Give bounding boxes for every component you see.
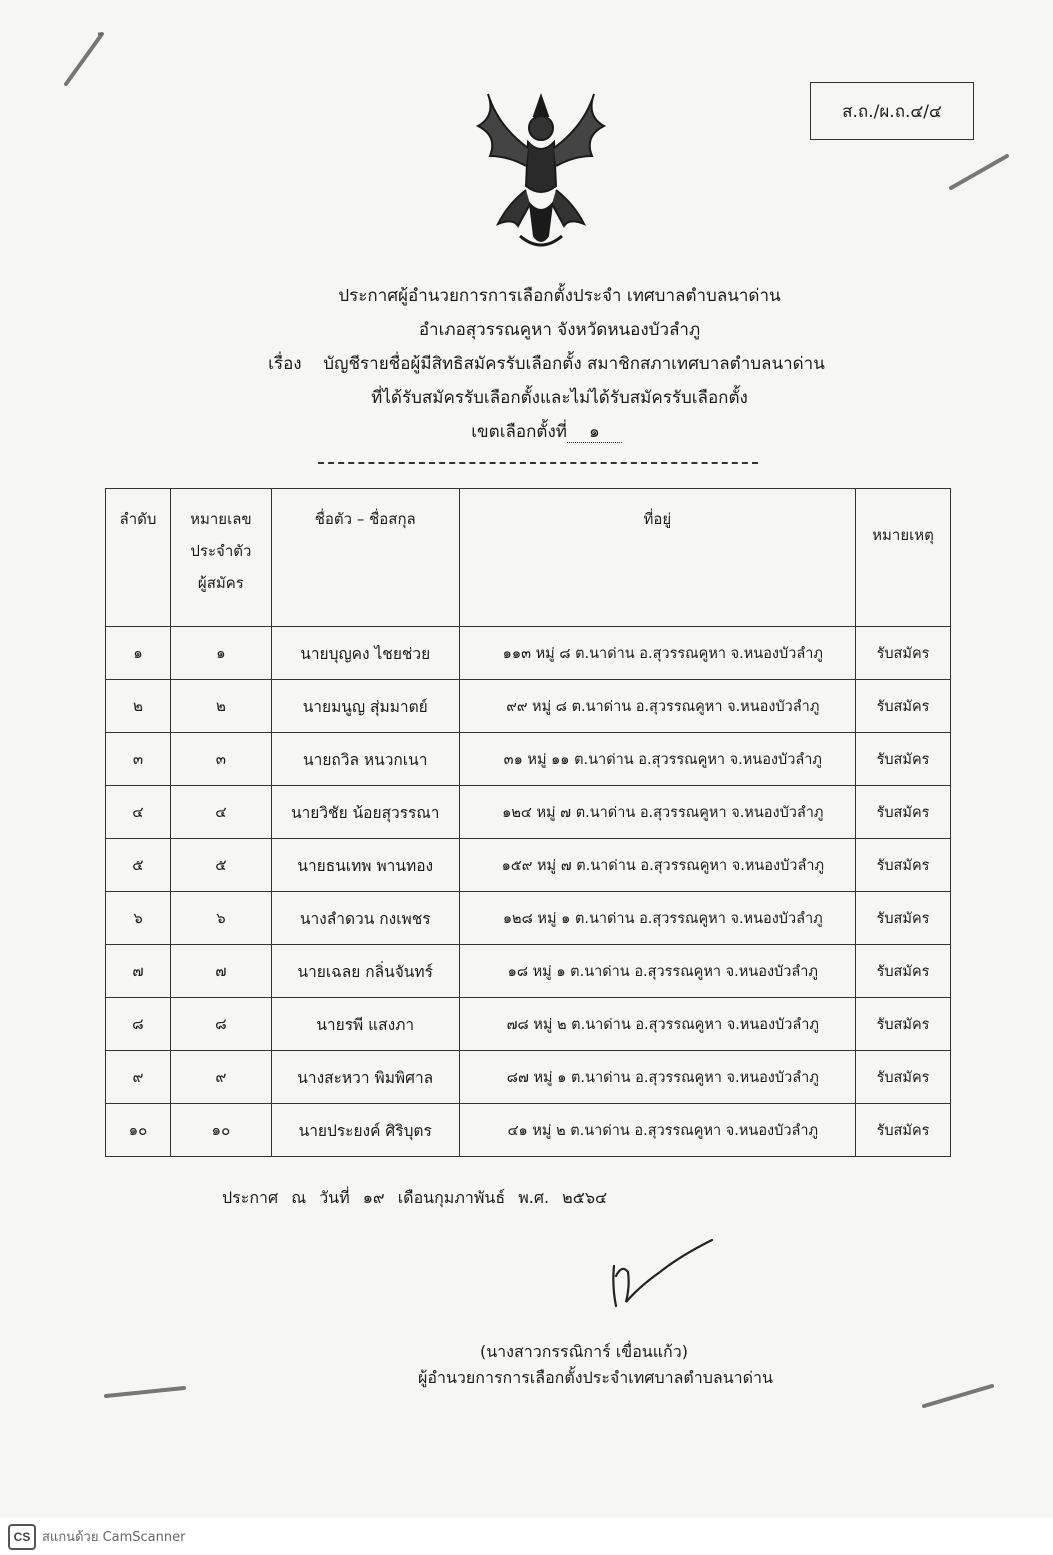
cell-remark: รับสมัคร [856,627,951,680]
cell-address: ๑๘ หมู่ ๑ ต.นาด่าน อ.สุวรรณคูหา จ.หนองบัวลำภู [459,945,855,998]
table-header-row [106,489,951,627]
cell-address: ๑๒๘ หมู่ ๑ ต.นาด่าน อ.สุวรรณคูหา จ.หนองบัวลำภู [459,892,855,945]
cell-address: ๑๕๙ หมู่ ๗ ต.นาด่าน อ.สุวรรณคูหา จ.หนองบัวลำภู [459,839,855,892]
cell-id: ๙ [170,1051,271,1104]
cell-remark: รับสมัคร [856,839,951,892]
staple-top-left [58,30,108,90]
cell-name: นายประยงค์ ศิริบุตร [271,1104,459,1157]
header-id-line-2: ประจำตัว [190,542,252,560]
camscanner-text: สแกนด้วย CamScanner [42,1530,186,1545]
cell-name: นางลำดวน กงเพชร [271,892,459,945]
cell-remark: รับสมัคร [856,945,951,998]
cell-name: นายบุญคง ไชยช่วย [271,627,459,680]
header-id [170,489,271,627]
cell-address: ๙๙ หมู่ ๘ ต.นาด่าน อ.สุวรรณคูหา จ.หนองบัวลำภู [459,680,855,733]
cell-remark: รับสมัคร [856,998,951,1051]
cell-id: ๘ [170,998,271,1051]
cell-name: นายถวิล หนวกเนา [271,733,459,786]
table-row [106,1104,951,1157]
district-line [20,418,1053,445]
announcement-date: ประกาศ ณ วันที่ ๑๙ เดือนกุมภาพันธ์ พ.ศ. ๒๕๖๔ [222,1188,608,1207]
cell-address: ๔๑ หมู่ ๒ ต.นาด่าน อ.สุวรรณคูหา จ.หนองบัวลำภู [459,1104,855,1157]
cell-order: ๒ [106,680,171,733]
cell-name: นายมนูญ สุ่มมาตย์ [271,680,459,733]
header-order: ลำดับ [106,489,171,627]
cell-id: ๔ [170,786,271,839]
table-row [106,733,951,786]
cell-name: นางสะหวา พิมพิศาล [271,1051,459,1104]
cell-order: ๖ [106,892,171,945]
district-value: ๑ [567,422,622,443]
cell-address: ๗๘ หมู่ ๒ ต.นาด่าน อ.สุวรรณคูหา จ.หนองบัวลำภู [459,998,855,1051]
heading-subject [20,350,1053,377]
cell-name: นายวิชัย น้อยสุวรรณา [271,786,459,839]
candidate-table [105,488,951,1157]
cell-name: นายรพี แสงภา [271,998,459,1051]
table-row [106,680,951,733]
form-code-box [810,82,974,140]
header-address: ที่อยู่ [459,489,855,627]
cell-order: ๑๐ [106,1104,171,1157]
heading-line-4: ที่ได้รับสมัครรับเลือกตั้งและไม่ได้รับสมัครรับเลือกตั้ง [371,388,748,408]
garuda-emblem-icon [468,86,614,256]
subject-text: บัญชีรายชื่อผู้มีสิทธิสมัครรับเลือกตั้ง สมาชิกสภาเทศบาลตำบลนาด่าน [323,354,825,374]
form-code: ส.ถ./ผ.ถ.๔/๔ [842,101,942,122]
cell-order: ๔ [106,786,171,839]
subject-label: เรื่อง [268,354,302,374]
camscanner-logo-icon: CS [8,1524,36,1550]
cell-id: ๑ [170,627,271,680]
heading-line-2: อำเภอสุวรรณคูหา จังหวัดหนองบัวลำภู [418,320,701,340]
cell-id: ๗ [170,945,271,998]
table-row [106,627,951,680]
header-id-line-3: ผู้สมัคร [197,574,244,592]
cell-id: ๑๐ [170,1104,271,1157]
cell-order: ๕ [106,839,171,892]
camscanner-footer [0,1518,1053,1555]
table-row [106,786,951,839]
table-row [106,892,951,945]
cell-remark: รับสมัคร [856,1051,951,1104]
cell-id: ๕ [170,839,271,892]
cell-address: ๘๗ หมู่ ๑ ต.นาด่าน อ.สุวรรณคูหา จ.หนองบัวลำภู [459,1051,855,1104]
staple-bottom-right [918,1378,998,1413]
signer-title: ผู้อำนวยการการเลือกตั้งประจำเทศบาลตำบลนาด่าน [418,1368,773,1387]
cell-remark: รับสมัคร [856,786,951,839]
signer-name: (นางสาวกรรณิการ์ เขื่อนแก้ว) [480,1342,688,1361]
cell-remark: รับสมัคร [856,733,951,786]
table-row [106,839,951,892]
cell-address: ๑๒๔ หมู่ ๗ ต.นาด่าน อ.สุวรรณคูหา จ.หนองบัวลำภู [459,786,855,839]
table-row [106,1051,951,1104]
dashed-separator [318,462,758,464]
signature-mark [600,1236,720,1316]
cell-order: ๗ [106,945,171,998]
cell-remark: รับสมัคร [856,1104,951,1157]
table-row [106,945,951,998]
heading-line-1: ประกาศผู้อำนวยการการเลือกตั้งประจำ เทศบาลตำบลนาด่าน [338,286,781,306]
staple-top-right [945,150,1015,195]
cell-remark: รับสมัคร [856,892,951,945]
cell-remark: รับสมัคร [856,680,951,733]
cell-address: ๑๑๓ หมู่ ๘ ต.นาด่าน อ.สุวรรณคูหา จ.หนองบัวลำภู [459,627,855,680]
district-label: เขตเลือกตั้งที่ [471,422,567,442]
cell-address: ๓๑ หมู่ ๑๑ ต.นาด่าน อ.สุวรรณคูหา จ.หนองบัวลำภู [459,733,855,786]
table-row [106,998,951,1051]
cell-order: ๓ [106,733,171,786]
cell-name: นายธนเทพ พานทอง [271,839,459,892]
header-id-line-1: หมายเลข [190,510,252,528]
cell-order: ๘ [106,998,171,1051]
cell-order: ๙ [106,1051,171,1104]
cell-order: ๑ [106,627,171,680]
header-remark: หมายเหตุ [856,489,951,627]
cell-id: ๓ [170,733,271,786]
staple-bottom-left [100,1380,190,1405]
header-name: ชื่อตัว – ชื่อสกุล [271,489,459,627]
cell-name: นายเฉลย กลิ่นจันทร์ [271,945,459,998]
cell-id: ๒ [170,680,271,733]
cell-id: ๖ [170,892,271,945]
